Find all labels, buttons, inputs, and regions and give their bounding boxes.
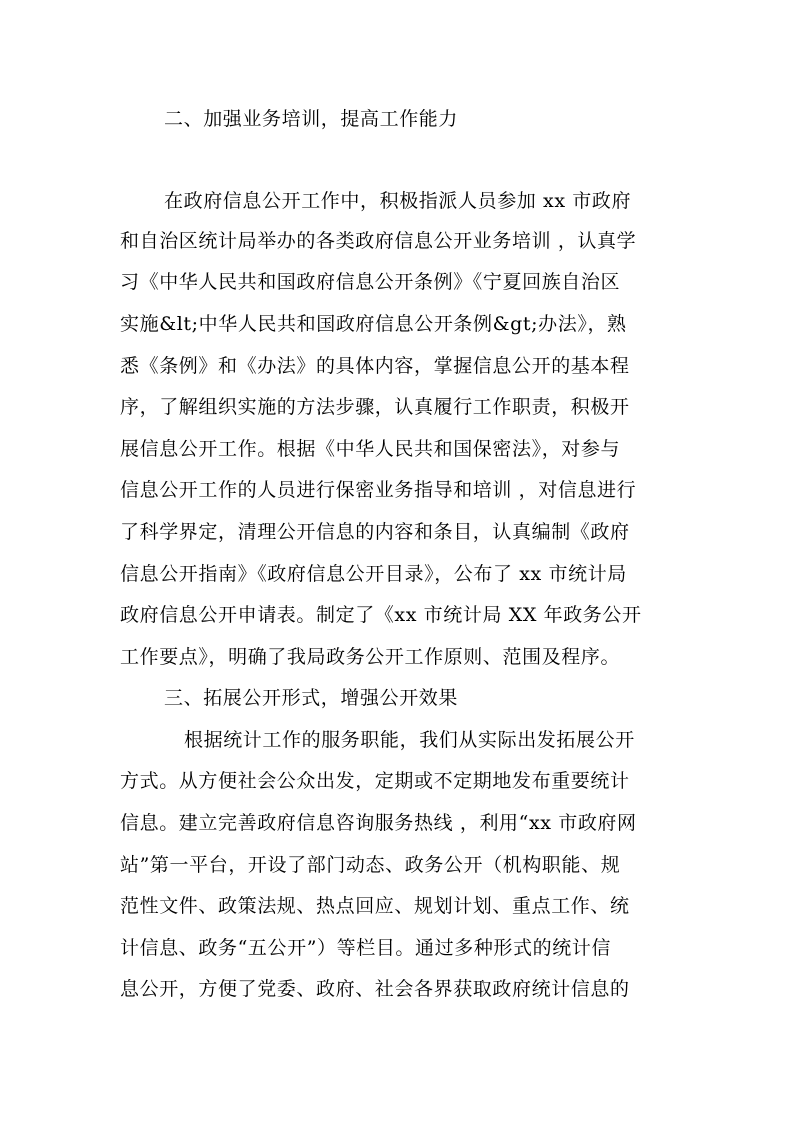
paragraph-line: 息公开，方便了党委、政府、社会各界获取政府统计信息的 — [120, 978, 630, 1000]
paragraph-line: 实施&lt;中华人民共和国政府信息公开条例&gt;办法》，熟 — [120, 313, 627, 335]
section-heading-2: 二、加强业务培训，提高工作能力 — [164, 108, 459, 130]
paragraph-line: 信息。建立完善政府信息咨询服务热线 ，利用“xx 市政府网 — [120, 812, 637, 834]
paragraph-line: 方式。从方便社会公众出发，定期或不定期地发布重要统计 — [120, 770, 630, 792]
paragraph-line: 在政府信息公开工作中，积极指派人员参加 xx 市政府 — [164, 190, 632, 212]
paragraph-line: 习《中华人民共和国政府信息公开条例》《宁夏回族自治区 — [120, 271, 621, 293]
paragraph-line: 工作要点》，明确了我局政务公开工作原则、范围及程序。 — [120, 646, 621, 668]
paragraph-line: 信息公开工作的人员进行保密业务指导和培训 ，对信息进行 — [120, 479, 637, 501]
paragraph-line: 站”第一平台，开设了部门动态、政务公开（机构职能、规 — [120, 854, 621, 876]
paragraph-line: 计信息、政务“五公开”）等栏目。通过多种形式的统计信 — [120, 937, 612, 959]
paragraph-line: 悉《条例》和《办法》的具体内容，掌握信息公开的基本程 — [120, 355, 630, 377]
paragraph-line: 范性文件、政策法规、热点回应、规划计划、重点工作、统 — [120, 895, 630, 917]
paragraph-line: 政府信息公开申请表。制定了《xx 市统计局 XX 年政务公开 — [120, 604, 642, 626]
paragraph-line: 和自治区统计局举办的各类政府信息公开业务培训 ，认真学 — [120, 230, 637, 252]
section-heading-3: 三、拓展公开形式，增强公开效果 — [164, 687, 459, 709]
paragraph-line: 信息公开指南》《政府信息公开目录》，公布了 xx 市统计局 — [120, 563, 627, 585]
paragraph-line: 展信息公开工作。根据《中华人民共和国保密法》，对参与 — [120, 438, 621, 460]
paragraph-line: 根据统计工作的服务职能，我们从实际出发拓展公开 — [184, 729, 635, 751]
paragraph-line: 了科学界定，清理公开信息的内容和条目，认真编制《政府 — [120, 521, 630, 543]
paragraph-line: 序，了解组织实施的方法步骤，认真履行工作职责，积极开 — [120, 396, 630, 418]
